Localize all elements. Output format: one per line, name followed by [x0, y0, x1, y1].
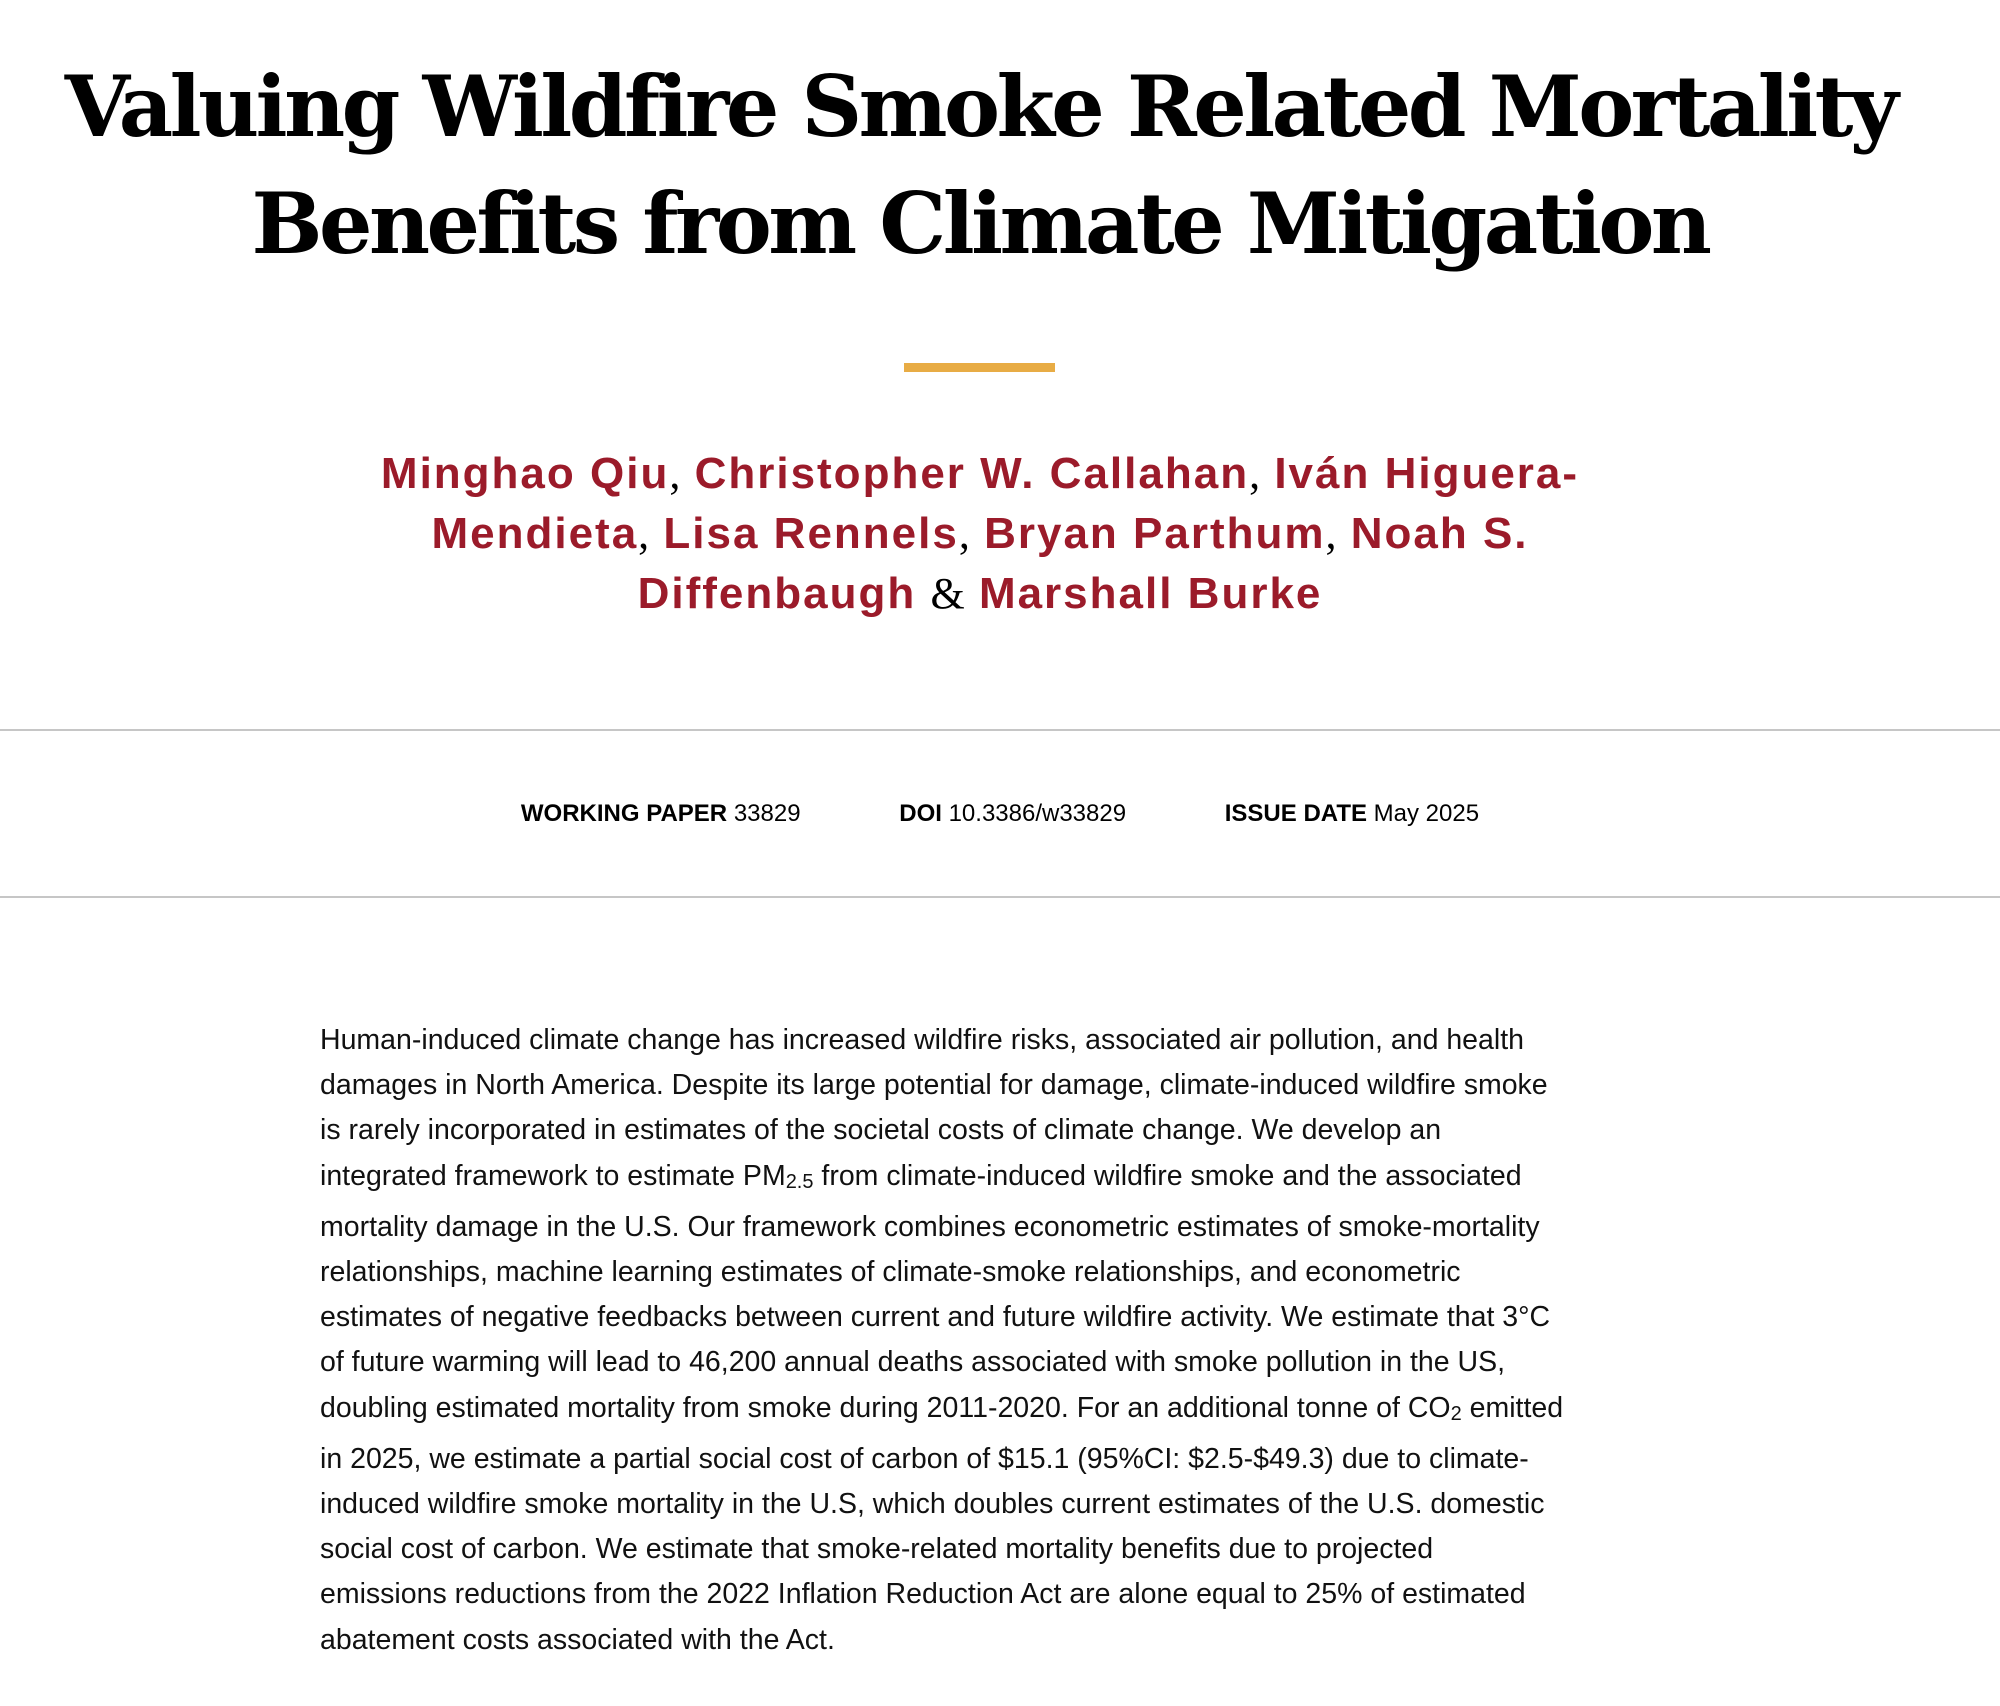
issue-date-label: ISSUE DATE: [1224, 800, 1367, 827]
co2-subscript: 2: [1450, 1402, 1462, 1425]
paper-metadata-bar: [0, 796, 2000, 832]
abstract-text: [320, 1018, 1700, 1663]
author-link-lisa-rennels[interactable]: Lisa Rennels: [663, 509, 959, 558]
author-line-3: [250, 564, 1710, 624]
abstract-text-fragment: from climate-induced wildfire smoke and the associated: [813, 1159, 1522, 1192]
author-link-christopher-callahan[interactable]: Christopher W. Callahan: [694, 449, 1250, 498]
abstract-line: relationships, machine learning estimates of climate-smoke relationships, and econometric: [320, 1256, 1461, 1289]
author-link-noah-diffenbaugh-part2[interactable]: Diffenbaugh: [637, 569, 917, 618]
author-ampersand: &: [930, 569, 965, 618]
abstract-line: of future warming will lead to 46,200 annual deaths associated with smoke pollution in the US,: [320, 1346, 1506, 1379]
abstract-line: damages in North America. Despite its large potential for damage, climate-induced wildfire smoke: [320, 1069, 1548, 1102]
author-link-marshall-burke[interactable]: Marshall Burke: [978, 569, 1323, 618]
author-separator: ,: [1325, 509, 1337, 558]
abstract-line: Human-induced climate change has increased wildfire risks, associated air pollution, and health: [320, 1024, 1524, 1056]
abstract-line: [320, 1154, 1700, 1205]
pm25-subscript: 2.5: [785, 1170, 814, 1193]
author-link-ivan-higuera-mendieta-part2[interactable]: Mendieta: [431, 509, 639, 558]
abstract-line: mortality damage in the U.S. Our framework combines econometric estimates of smoke-mortality: [320, 1210, 1540, 1243]
abstract-line: abatement costs associated with the Act.: [320, 1623, 835, 1656]
working-paper-number: 33829: [733, 800, 801, 827]
abstract-line: social cost of carbon. We estimate that smoke-related mortality benefits due to projected: [320, 1533, 1434, 1566]
author-list: [250, 444, 1710, 624]
meta-divider-bottom: [0, 896, 2000, 898]
author-line-1: [250, 444, 1710, 504]
author-separator: ,: [638, 509, 650, 558]
author-link-minghao-qiu[interactable]: Minghao Qiu: [380, 449, 670, 498]
doi-meta: [899, 796, 1126, 832]
abstract-line: estimates of negative feedbacks between current and future wildfire activity. We estimate that 3°C: [320, 1301, 1551, 1334]
author-link-bryan-parthum[interactable]: Bryan Parthum: [984, 509, 1326, 558]
author-line-2: [250, 504, 1710, 564]
author-separator: ,: [669, 449, 681, 498]
issue-date-value: May 2025: [1373, 800, 1480, 827]
author-separator: ,: [958, 509, 970, 558]
meta-divider-top: [0, 729, 2000, 731]
doi-value[interactable]: 10.3386/w33829: [948, 800, 1127, 827]
author-link-ivan-higuera-mendieta-part1[interactable]: Iván Higuera-: [1274, 449, 1580, 498]
working-paper-meta: [521, 796, 801, 832]
paper-title-line-2: Benefits from Climate Mitigation: [251, 174, 1709, 273]
abstract-line: in 2025, we estimate a partial social cost of carbon of $15.1 (95%CI: $2.5-$49.3) due to climate-: [320, 1442, 1529, 1475]
abstract-line: is rarely incorporated in estimates of the societal costs of climate change. We develop an: [320, 1114, 1442, 1147]
abstract-line: [320, 1386, 1700, 1437]
author-link-noah-diffenbaugh-part1[interactable]: Noah S.: [1350, 509, 1529, 558]
paper-title: [40, 48, 1920, 282]
abstract-text-fragment: integrated framework to estimate PM: [320, 1159, 786, 1192]
title-accent-divider: [904, 363, 1055, 372]
doi-label: DOI: [899, 800, 942, 827]
abstract-text-fragment: emitted: [1461, 1391, 1564, 1424]
author-separator: ,: [1249, 449, 1261, 498]
working-paper-label: WORKING PAPER: [520, 800, 728, 827]
abstract-line: emissions reductions from the 2022 Inflation Reduction Act are alone equal to 25% of estimated: [320, 1578, 1526, 1611]
abstract-text-fragment: doubling estimated mortality from smoke during 2011-2020. For an additional tonne of CO: [320, 1391, 1451, 1424]
paper-title-line-1: Valuing Wildfire Smoke Related Mortality: [64, 57, 1896, 156]
issue-date-meta: [1225, 796, 1479, 832]
abstract-line: induced wildfire smoke mortality in the U.S, which doubles current estimates of the U.S. domestic: [320, 1488, 1545, 1521]
